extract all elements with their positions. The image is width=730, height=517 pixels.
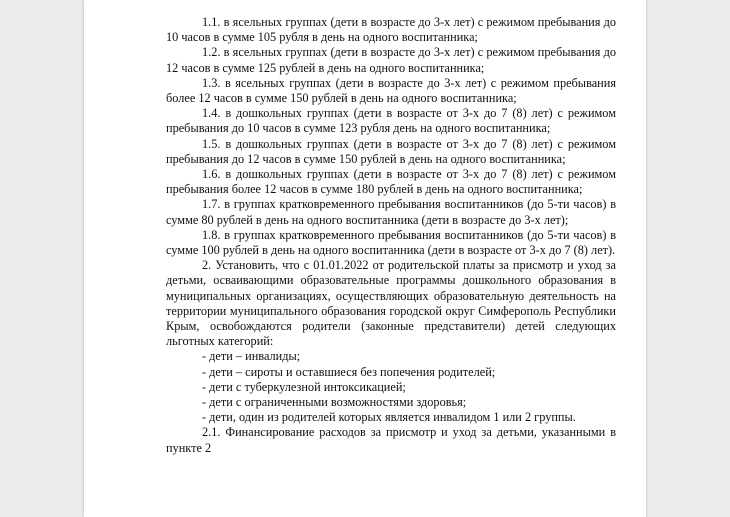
- paragraph-1-6: 1.6. в дошкольных группах (дети в возрасте от 3-х до 7 (8) лет) с режимом пребывания более 12 часов в сумме 180 рублей в день на одного воспитанника;: [166, 167, 616, 197]
- paragraph-1-5: 1.5. в дошкольных группах (дети в возрасте от 3-х до 7 (8) лет) с режимом пребывания до 12 часов в сумме 150 рублей в день на одного воспитанника;: [166, 136, 616, 166]
- paragraph-1-7: 1.7. в группах кратковременного пребывания воспитанников (до 5-ти часов) в сумме 80 рублей в день на одного воспитанника (дети в возрасте до 3-х лет);: [166, 197, 616, 227]
- paragraph-1-8: 1.8. в группах кратковременного пребывания воспитанников (до 5-ти часов) в сумме 100 рублей в день на одного воспитанника (дети в возрасте от 3-х до 7 (8) лет).: [166, 227, 616, 258]
- list-item-tuberculosis: - дети с туберкулезной интоксикацией;: [202, 379, 406, 394]
- paragraph-1-4: 1.4. в дошкольных группах (дети в возрасте от 3-х до 7 (8) лет) с режимом пребывания до 10 часов в сумме 123 рубля день на одного воспитанника;: [166, 106, 616, 136]
- list-item-disabled-parent: - дети, один из родителей которых является инвалидом 1 или 2 группы.: [202, 410, 576, 425]
- list-item-orphans: - дети – сироты и оставшиеся без попечения родителей;: [202, 364, 496, 379]
- paragraph-2-1: 2.1. Финансирование расходов за присмотр и уход за детьми, указанными в пункте 2: [166, 425, 616, 455]
- list-item-disabled-children: - дети – инвалиды;: [202, 349, 301, 364]
- document-body: [166, 15, 616, 456]
- paragraph-2: 2. Установить, что с 01.01.2022 от родительской платы за присмотр и уход за детьми, осваивающими образовательные программы дошкольного образования в муниципальных организациях, осуществляющих образовательную деятельность на территории муниципального образования городской округ Симферополь Республики Крым, освобождаются родители (законные представители) детей следующих льготных категорий:: [166, 258, 616, 349]
- list-item-limited-health: - дети с ограниченными возможностями здоровья;: [202, 395, 467, 410]
- paragraph-1-2: 1.2. в ясельных группах (дети в возрасте до 3-х лет) с режимом пребывания до 12 часов в сумме 125 рублей в день на одного воспитанника;: [166, 45, 616, 75]
- document-page: [84, 0, 646, 517]
- paragraph-1-3: 1.3. в ясельных группах (дети в возрасте до 3-х лет) с режимом пребывания более 12 часов в сумме 150 рублей в день на одного воспитанника;: [166, 75, 616, 106]
- paragraph-1-1: 1.1. в ясельных группах (дети в возрасте до 3-х лет) с режимом пребывания до 10 часов в сумме 105 рубля в день на одного воспитанника;: [166, 15, 616, 45]
